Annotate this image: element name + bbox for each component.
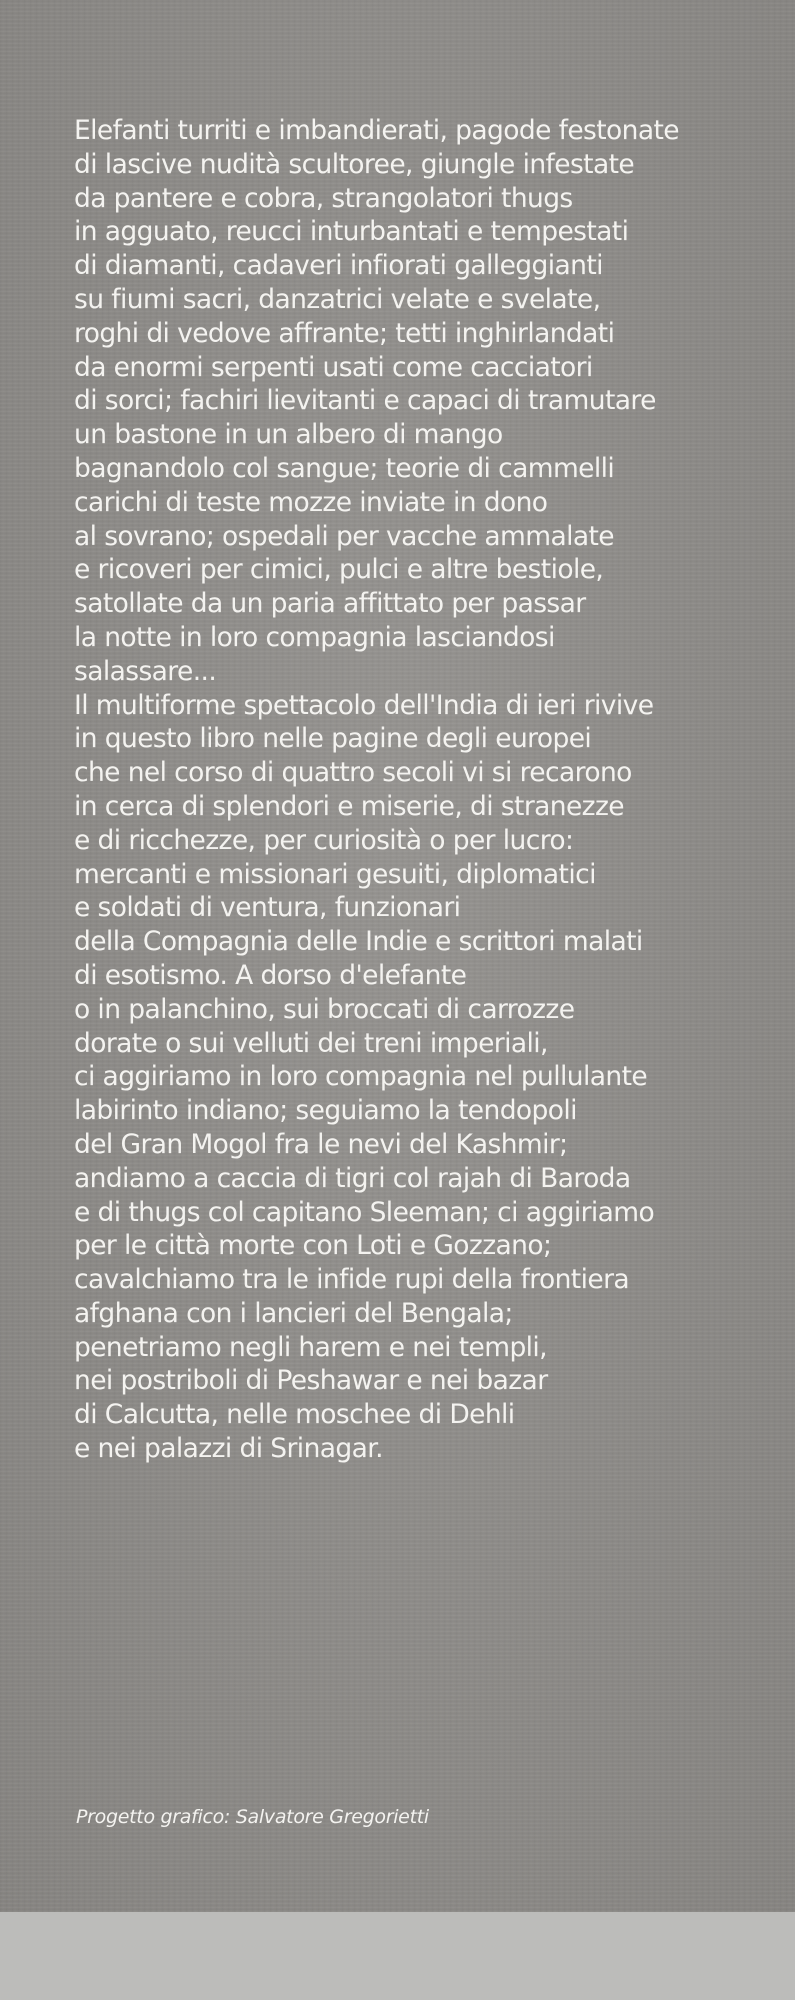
design-credit: Progetto grafico: Salvatore Gregorietti [76,1806,429,1828]
blurb-text: Elefanti turriti e imbandierati, pagode festonate di lascive nudità scultoree, giungle infestate da pantere e cobra, strangolatori thugs in agguato, reucci inturbantati e tempestati di diamanti, cadaveri infiorati galleggianti su fiumi sacri, danzatrici velate e svelate, roghi di vedove affrante; tetti inghirlandati da enormi serpenti usati come cacciatori di sorci; fachiri lievitanti e capaci di tramutare un bastone in un albero di mango bagnandolo col sangue; teorie di cammelli carichi di teste mozze inviate in dono al sovrano; ospedali per vacche ammalate e ricoveri per cimici, pulci e altre bestiole, satollate da un paria affittato per passar la notte in loro compagnia lasciandosi salassare... Il multiforme spettacolo dell'India di ieri rivive in questo libro nelle pagine degli europei che nel corso di quattro secoli vi si recarono in cerca di splendori e miserie, di stranezze e di ricchezze, per curiosità o per lucro: mercanti e missionari gesuiti, diplomatici e soldati di ventura, funzionari della Compagnia delle Indie e scrittori malati di esotismo. A dorso d'elefante o in palanchino, sui broccati di carrozze dorate o sui velluti dei treni imperiali, ci aggiriamo in loro compagnia nel pullulante labirinto indiano; seguiamo la tendopoli del Gran Mogol fra le nevi del Kashmir; andiamo a caccia di tigri col rajah di Baroda e di thugs col capitano Sleeman; ci aggiriamo per le città morte con Loti e Gozzano; cavalchiamo tra le infide rupi della frontiera afghana con i lancieri del Bengala; penetriamo negli harem e nei templi, nei postriboli di Peshawar e nei bazar di Calcutta, nelle moschee di Dehli e nei palazzi di Srinagar. [74,115,679,1465]
bottom-strip [0,1912,795,2000]
